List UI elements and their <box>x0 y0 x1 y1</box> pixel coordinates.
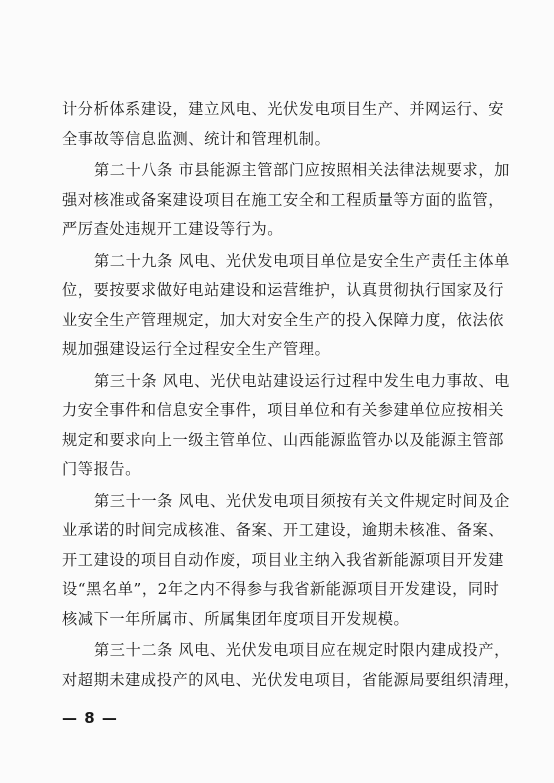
article-32-line: 第三十二条 风电、光伏发电项目应在规定时限内建成投产， <box>94 641 510 659</box>
text-line: 对超期未建成投产的风电、光伏发电项目，省能源局要组织清理， <box>62 670 520 689</box>
text-line: 强对核准或备案建设项目在施工安全和工程质量等方面的监管， <box>62 190 505 209</box>
page-number: — 8 — <box>62 709 118 727</box>
text-line: 严厉查处违规开工建设等行为。 <box>62 220 284 238</box>
article-29-line: 第二十九条 风电、光伏发电项目单位是安全生产责任主体单 <box>94 251 510 270</box>
text-line: 位，要按要求做好电站建设和运营维护，认真贯彻执行国家及行 <box>62 281 505 299</box>
article-31-line: 第三十一条 风电、光伏发电项目须按有关文件规定时间及企 <box>94 491 510 510</box>
text-line: 业安全生产管理规定，加大对安全生产的投入保障力度，依法依 <box>62 310 505 329</box>
article-30-line: 第三十条 风电、光伏电站建设运行过程中发生电力事故、电 <box>94 371 510 390</box>
text-line: 设“黑名单”，2年之内不得参与我省新能源项目开发建设，同时 <box>62 580 500 598</box>
text-line: 计分析体系建设，建立风电、光伏发电项目生产、并网运行、安 <box>62 100 505 118</box>
article-28-line: 第二十八条 市县能源主管部门应按照相关法律法规要求，加 <box>94 161 510 179</box>
text-line: 核减下一年所属市、所属集团年度项目开发规模。 <box>62 609 410 628</box>
text-line: 规加强建设运行全过程安全生产管理。 <box>62 340 331 358</box>
text-line: 规定和要求向上一级主管单位、山西能源监管办以及能源主管部 <box>62 430 505 449</box>
text-line: 开工建设的项目自动作废，项目业主纳入我省新能源项目开发建 <box>62 550 505 569</box>
text-line: 业承诺的时间完成核准、备案、开工建设，逾期未核准、备案、 <box>62 521 505 539</box>
document-body <box>62 95 520 695</box>
text-line: 门等报告。 <box>62 460 141 478</box>
text-line: 全事故等信息监测、统计和管理机制。 <box>62 129 331 148</box>
text-line: 力安全事件和信息安全事件，项目单位和有关参建单位应按相关 <box>62 401 505 419</box>
